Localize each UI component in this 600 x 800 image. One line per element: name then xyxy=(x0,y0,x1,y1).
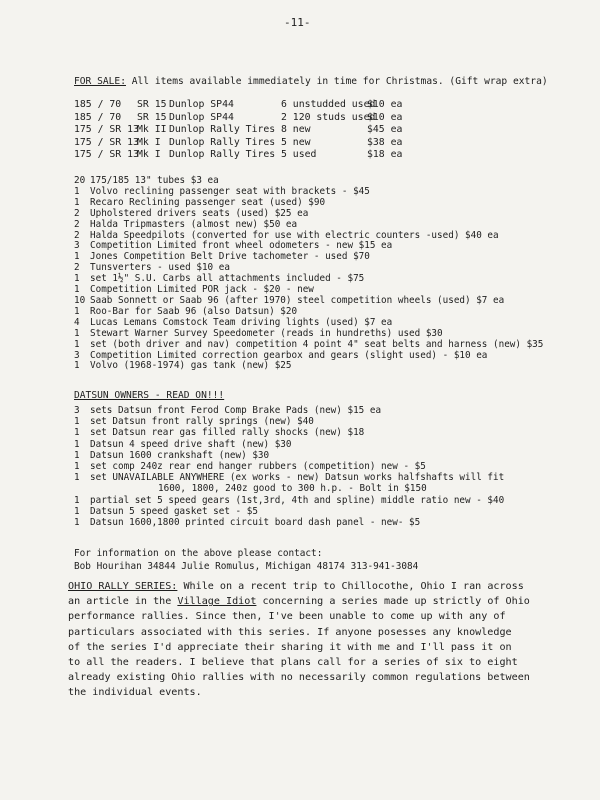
item-quantity: 1 xyxy=(74,338,80,350)
list-item xyxy=(74,340,543,351)
item-description: partial set 5 speed gears (1st,3rd, 4th and spline) middle ratio new - $40 xyxy=(90,494,505,506)
for-sale-intro: All items available immediately in time for Christmas. (Gift wrap extra) xyxy=(125,76,548,87)
item-quantity: 1 xyxy=(74,416,80,428)
item-quantity: 1 xyxy=(74,327,80,339)
item-quantity: 1 xyxy=(74,273,80,285)
item-quantity: 3 xyxy=(74,349,80,361)
item-description: set Datsun front rally springs (new) $40 xyxy=(90,416,314,428)
item-description: sets Datsun front Ferod Comp Brake Pads (new) $15 ea xyxy=(90,405,382,416)
tire-size: 185 / 70 xyxy=(74,111,122,123)
datsun-item xyxy=(74,495,504,506)
item-quantity: 2 xyxy=(74,218,80,230)
item-description: set Datsun rear gas filled rally shocks (new) $18 xyxy=(90,427,365,439)
item-quantity: 1 xyxy=(74,251,80,263)
datsun-item xyxy=(74,472,504,483)
item-quantity: 3 xyxy=(74,405,80,416)
datsun-list xyxy=(74,405,504,528)
tire-size: 175 / SR 13 xyxy=(74,136,139,148)
item-quantity: 1 xyxy=(74,360,80,372)
contact-intro: For information on the above please contact: xyxy=(74,548,323,559)
ohio-line: to all the readers. I believe that plans call for a series of six to eight xyxy=(68,657,518,669)
item-description: Tunsverters - used $10 ea xyxy=(90,262,230,274)
item-quantity: 1 xyxy=(74,494,80,506)
item-description: Halda Speedpilots (converted for use with electric counters -used) $40 ea xyxy=(90,229,499,241)
tire-size: 185 / 70 xyxy=(74,99,122,110)
datsun-heading-text: DATSUN OWNERS - READ ON!!! xyxy=(74,390,225,401)
page-number: -11- xyxy=(284,16,311,29)
item-description: Competition Limited POR jack - $20 - new xyxy=(90,284,314,296)
item-quantity: 3 xyxy=(74,240,80,252)
for-sale-header xyxy=(74,76,548,88)
tire-spec: Mk I xyxy=(137,149,161,160)
item-description: set 1½" S.U. Carbs all attachments included - $75 xyxy=(90,273,365,285)
tire-qty: 5 new xyxy=(281,136,311,148)
list-item xyxy=(74,361,543,372)
tire-qty: 2 120 studs used xyxy=(281,111,376,123)
tire-model: Dunlop Rally Tires xyxy=(169,149,276,160)
item-description: Roo-Bar for Saab 96 (also Datsun) $20 xyxy=(90,305,298,317)
item-description: Competition Limited front wheel odometers - new $15 ea xyxy=(90,240,393,252)
item-description: Datsun 1600 crankshaft (new) $30 xyxy=(90,449,270,461)
datsun-item xyxy=(74,450,504,461)
ohio-line-1: While on a recent trip to Chillocothe, Ohio I ran across xyxy=(177,581,524,592)
datsun-item xyxy=(74,439,504,450)
tire-list xyxy=(74,99,407,162)
item-description: Datsun 1600,1800 printed circuit board dash panel - new- $5 xyxy=(90,517,421,529)
ohio-line-2-pre: an article in the xyxy=(68,596,178,608)
datsun-item xyxy=(74,517,504,528)
ohio-rally-article xyxy=(68,579,588,701)
item-quantity: 1 xyxy=(74,185,80,197)
item-description: set (both driver and nav) competition 4 point 4" seat belts and harness (new) $35 xyxy=(90,338,544,350)
contact-details: Bob Hourihan 34844 Julie Romulus, Michigan 48174 313-941-3084 xyxy=(74,561,419,572)
tire-row xyxy=(74,99,407,112)
item-description: Lucas Lemans Comstock Team driving lights (used) $7 ea xyxy=(90,316,393,328)
item-description: Datsun 4 speed drive shaft (new) $30 xyxy=(90,438,292,450)
tire-qty: 5 used xyxy=(281,149,317,160)
tire-spec: SR 15 xyxy=(137,99,167,110)
datsun-item xyxy=(74,416,504,427)
item-description: Recaro Reclining passenger seat (used) $90 xyxy=(90,196,326,208)
item-description: set UNAVAILABLE ANYWHERE (ex works - new) Datsun works halfshafts will fit xyxy=(90,472,505,484)
tire-qty: 8 new xyxy=(281,124,311,135)
tire-model: Dunlop SP44 xyxy=(169,111,234,123)
item-description: Stewart Warner Survey Speedometer (reads in hundreths) used $30 xyxy=(90,327,443,339)
item-description: Volvo reclining passenger seat with brackets - $45 xyxy=(90,185,370,197)
datsun-item xyxy=(74,461,504,472)
item-quantity: 1 xyxy=(74,505,80,517)
item-quantity: 1 xyxy=(74,472,80,484)
item-quantity: 20 xyxy=(74,175,86,186)
tire-model: Dunlop SP44 xyxy=(169,99,234,110)
ohio-line: the individual events. xyxy=(68,687,202,699)
tire-spec: SR 15 xyxy=(137,111,167,123)
item-description: Upholstered drivers seats (used) $25 ea xyxy=(90,207,309,219)
item-quantity: 1 xyxy=(74,284,80,296)
tire-size: 175 / SR 13 xyxy=(74,149,139,160)
item-quantity: 2 xyxy=(74,229,80,241)
tire-row xyxy=(74,137,407,150)
tire-spec: Mk I xyxy=(137,136,161,148)
datsun-heading xyxy=(74,390,224,401)
tire-row xyxy=(74,149,407,162)
item-quantity: 1 xyxy=(74,461,80,473)
ohio-line: performance rallies. Since then, I've been unable to come up with any of xyxy=(68,611,506,623)
datsun-item xyxy=(74,405,504,416)
ohio-line: particulars associated with this series. If anyone posesses any knowledge xyxy=(68,626,512,638)
tire-price: $18 ea xyxy=(367,149,403,160)
tire-row xyxy=(74,112,407,125)
item-quantity: 1 xyxy=(74,427,80,439)
tire-price: $10 ea xyxy=(367,99,403,110)
list-item xyxy=(74,209,543,220)
item-quantity: 2 xyxy=(74,207,80,219)
item-description: Saab Sonnett or Saab 96 (after 1970) steel competition wheels (used) $7 ea xyxy=(90,294,505,306)
ohio-line: already existing Ohio rallies with no necessarily common regulations between xyxy=(68,672,530,684)
item-quantity: 10 xyxy=(74,294,86,306)
item-description: Volvo (1968-1974) gas tank (new) $25 xyxy=(90,360,292,372)
item-quantity: 1 xyxy=(74,438,80,450)
item-quantity: 2 xyxy=(74,262,80,274)
contact-block xyxy=(74,547,418,573)
item-description: Datsun 5 speed gasket set - $5 xyxy=(90,505,258,517)
tire-price: $45 ea xyxy=(367,124,403,135)
tire-size: 175 / SR 13 xyxy=(74,124,139,135)
item-description: Halda Tripmasters (almost new) $50 ea xyxy=(90,218,298,230)
tire-price: $10 ea xyxy=(367,111,403,123)
list-item xyxy=(74,329,543,340)
item-description: Jones Competition Belt Drive tachometer - used $70 xyxy=(90,251,370,263)
item-quantity: 1 xyxy=(74,305,80,317)
datsun-item xyxy=(74,427,504,438)
tire-model: Dunlop Rally Tires xyxy=(169,124,276,135)
list-item xyxy=(74,220,543,231)
tire-price: $38 ea xyxy=(367,136,403,148)
item-description: 175/185 13" tubes $3 ea xyxy=(90,175,219,186)
tire-qty: 6 unstudded used xyxy=(281,99,376,110)
item-description: 1600, 1800, 240z good to 300 h.p. - Bolt in $150 xyxy=(158,483,427,495)
ohio-line: of the series I'd appreciate their sharing it with me and I'll pass it on xyxy=(68,641,512,653)
tire-row xyxy=(74,124,407,137)
datsun-item xyxy=(74,483,504,494)
parts-list xyxy=(74,176,543,372)
publication-name: Village Idiot xyxy=(177,596,257,608)
item-quantity: 1 xyxy=(74,449,80,461)
item-quantity: 4 xyxy=(74,316,80,328)
ohio-title: OHIO RALLY SERIES: xyxy=(68,581,178,592)
ohio-line-2-post: concerning a series made up strictly of Ohio xyxy=(256,596,530,608)
for-sale-label: FOR SALE: xyxy=(74,76,126,87)
datsun-item xyxy=(74,506,504,517)
item-description: set comp 240z rear end hanger rubbers (competition) new - $5 xyxy=(90,461,426,473)
tire-spec: Mk II xyxy=(137,124,167,135)
item-quantity: 1 xyxy=(74,517,80,529)
tire-model: Dunlop Rally Tires xyxy=(169,136,276,148)
item-quantity: 1 xyxy=(74,196,80,208)
item-description: Competition Limited correction gearbox and gears (slight used) - $10 ea xyxy=(90,349,488,361)
